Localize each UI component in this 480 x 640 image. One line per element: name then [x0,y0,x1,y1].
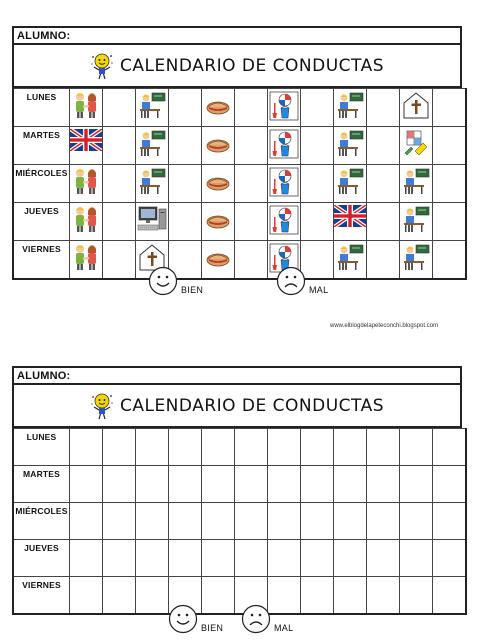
empty-cell [103,540,136,577]
desk-board-icon [136,167,168,200]
rating-cell [433,89,467,127]
empty-cell [334,540,367,577]
rating-cell [235,241,268,280]
church-icon [400,91,432,124]
student-name-row [12,366,462,385]
desk-board-icon [334,243,366,276]
legend-bad-label: MAL [274,623,294,633]
greeting-icon [70,91,102,124]
beach-toys-icon [268,129,300,164]
rating-cell [433,241,467,280]
desk-board-icon [334,167,366,200]
blank-schedule-table [12,428,467,615]
empty-cell [433,577,467,615]
activity-cell [400,241,433,280]
activity-cell [334,127,367,165]
day-label: MARTES [13,127,70,165]
empty-cell [301,503,334,540]
rating-cell [367,203,400,241]
empty-cell [367,577,400,615]
snack-icon [202,243,234,276]
day-label: VIERNES [13,241,70,280]
day-label: LUNES [13,89,70,127]
empty-cell [301,429,334,466]
empty-cell [367,429,400,466]
day-row [13,577,466,615]
day-label: MIÉRCOLES [13,165,70,203]
legend-bad-label: MAL [309,285,329,295]
day-row [13,540,466,577]
day-row [13,503,466,540]
activity-cell [400,203,433,241]
activity-cell [400,89,433,127]
snack-icon [202,91,234,124]
desk-board-icon [400,243,432,276]
empty-cell [70,429,103,466]
legend-bad [241,604,293,634]
activity-cell [136,203,169,241]
empty-cell [268,466,301,503]
empty-cell [334,577,367,615]
empty-cell [136,466,169,503]
rating-cell [301,89,334,127]
snack-icon [202,205,234,238]
empty-cell [400,503,433,540]
activity-cell [70,127,103,165]
empty-cell [202,466,235,503]
activity-cell [268,203,301,241]
student-label: ALUMNO: [17,369,71,382]
activity-cell [202,241,235,280]
activity-cell [70,89,103,127]
beach-toys-icon [268,205,300,240]
empty-cell [169,540,202,577]
empty-cell [301,577,334,615]
rating-cell [169,89,202,127]
legend-good [168,604,223,634]
title-row [12,45,462,88]
rating-cell [103,165,136,203]
rating-cell [367,165,400,203]
uk-flag-icon [334,205,366,232]
empty-cell [433,466,467,503]
rating-cell [301,203,334,241]
activity-cell [268,89,301,127]
empty-cell [103,466,136,503]
greeting-icon [70,243,102,276]
activity-cell [136,89,169,127]
desk-board-icon [136,129,168,162]
empty-cell [202,503,235,540]
rating-cell [301,165,334,203]
desk-board-icon [334,91,366,124]
day-row [13,89,466,127]
day-label: MARTES [13,466,70,503]
rating-cell [367,127,400,165]
snack-icon [202,167,234,200]
title-row [12,385,462,428]
greeting-icon [70,205,102,238]
empty-cell [367,540,400,577]
activity-cell [70,241,103,280]
sad-face-icon [276,266,306,296]
activity-cell [70,165,103,203]
empty-cell [400,429,433,466]
activity-cell [268,165,301,203]
empty-cell [70,577,103,615]
page-title: CALENDARIO DE CONDUCTAS [119,55,385,76]
empty-cell [367,466,400,503]
rating-cell [103,203,136,241]
rating-cell [169,165,202,203]
empty-cell [136,503,169,540]
empty-cell [268,429,301,466]
rating-cell [235,203,268,241]
rating-cell [301,127,334,165]
day-row [13,203,466,241]
activity-cell [334,203,367,241]
activity-cell [136,127,169,165]
empty-cell [235,466,268,503]
rating-cell [367,89,400,127]
day-label: MIÉRCOLES [13,503,70,540]
rating-cell [103,241,136,280]
desk-board-icon [136,91,168,124]
rating-cell [235,127,268,165]
day-label: VIERNES [13,577,70,615]
rating-cell [433,165,467,203]
day-row [13,429,466,466]
empty-cell [103,577,136,615]
beach-toys-icon [268,167,300,202]
empty-cell [202,429,235,466]
empty-cell [169,466,202,503]
mascot-icon [90,392,114,420]
empty-cell [103,429,136,466]
beach-toys-icon [268,91,300,126]
empty-cell [433,540,467,577]
page-title: CALENDARIO DE CONDUCTAS [119,395,385,416]
activity-cell [202,127,235,165]
empty-cell [334,503,367,540]
empty-cell [169,429,202,466]
rating-cell [169,203,202,241]
rating-cell [367,241,400,280]
empty-cell [301,466,334,503]
empty-cell [70,466,103,503]
empty-cell [433,429,467,466]
rating-cell [235,165,268,203]
desk-board-icon [334,129,366,162]
rating-cell [433,203,467,241]
empty-cell [136,540,169,577]
empty-cell [235,503,268,540]
mascot-icon [90,52,114,80]
day-label: LUNES [13,429,70,466]
empty-cell [367,503,400,540]
day-row [13,127,466,165]
day-label: JUEVES [13,203,70,241]
activity-cell [268,127,301,165]
activity-cell [136,165,169,203]
greeting-icon [70,167,102,200]
empty-cell [235,540,268,577]
activity-cell [400,127,433,165]
day-row [13,241,466,280]
empty-cell [268,503,301,540]
sad-face-icon [241,604,271,634]
rating-cell [169,127,202,165]
computer-icon [136,205,168,238]
day-label: JUEVES [13,540,70,577]
day-row [13,466,466,503]
day-row [13,165,466,203]
student-label: ALUMNO: [17,29,71,42]
empty-cell [433,503,467,540]
activity-cell [334,89,367,127]
calendar-sheet-filled [12,26,462,280]
empty-cell [70,540,103,577]
legend-bad [276,266,328,296]
rating-cell [103,127,136,165]
happy-face-icon [148,266,178,296]
activity-cell [334,241,367,280]
activity-cell [202,89,235,127]
rating-cell [433,127,467,165]
empty-cell [202,540,235,577]
calendar-sheet-blank [12,366,462,615]
empty-cell [334,429,367,466]
activity-cell [334,165,367,203]
rating-cell [103,89,136,127]
empty-cell [136,577,169,615]
empty-cell [103,503,136,540]
legend-good-label: BIEN [181,285,204,295]
snack-icon [202,129,234,162]
empty-cell [334,466,367,503]
empty-cell [301,540,334,577]
uk-flag-icon [70,129,102,156]
empty-cell [136,429,169,466]
happy-face-icon [168,604,198,634]
empty-cell [235,429,268,466]
activity-cell [70,203,103,241]
schedule-table [12,88,467,280]
empty-cell [400,466,433,503]
legend-good [148,266,203,296]
blog-url: www.elblogdelapeteconchi.blogspot.com [330,323,439,329]
empty-cell [400,540,433,577]
empty-cell [169,503,202,540]
desk-board-icon [400,167,432,200]
empty-cell [268,540,301,577]
student-name-row [12,26,462,45]
art-icon [400,129,432,162]
rating-cell [235,89,268,127]
activity-cell [400,165,433,203]
legend-good-label: BIEN [201,623,224,633]
activity-cell [202,203,235,241]
empty-cell [70,503,103,540]
desk-board-icon [400,205,432,238]
activity-cell [202,165,235,203]
empty-cell [400,577,433,615]
